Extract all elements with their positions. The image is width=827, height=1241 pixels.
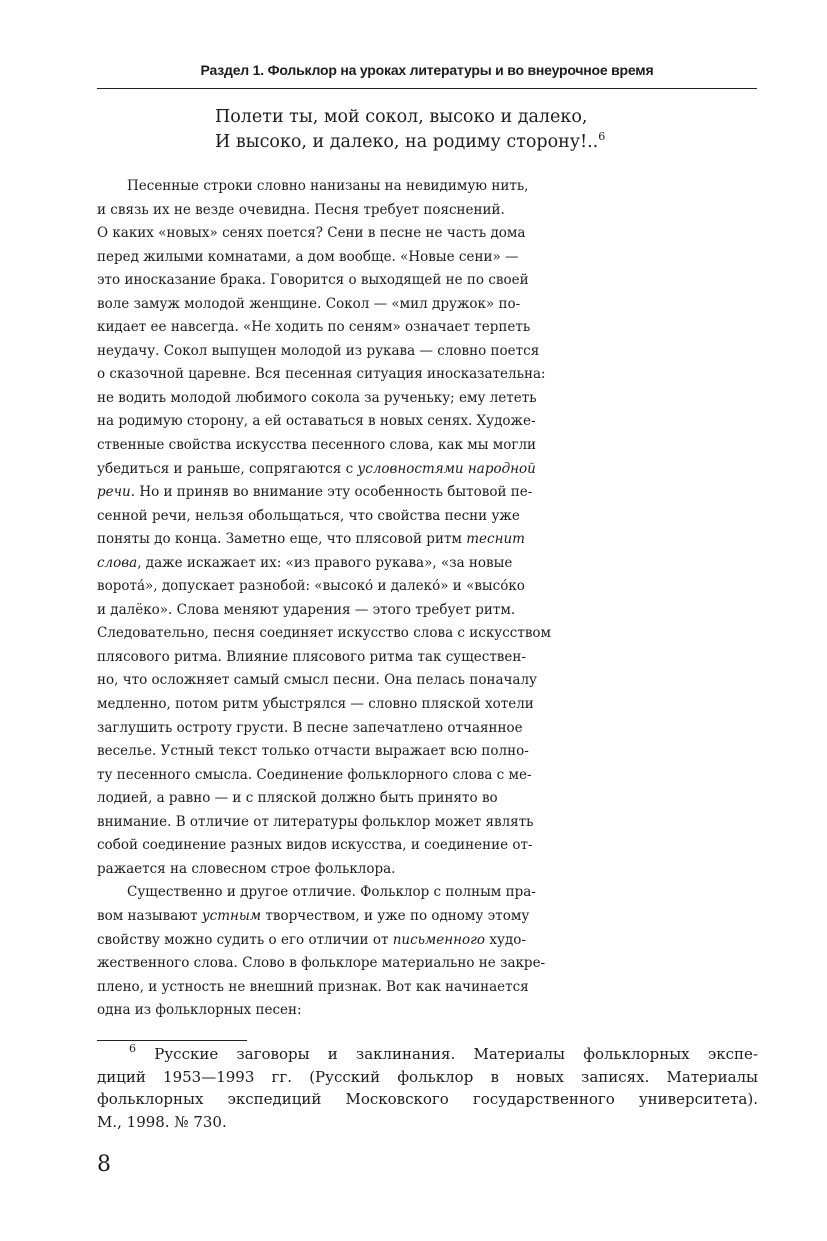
paragraph-1-line: неудачу. Сокол выпущен молодой из рукава — словно поется — [97, 342, 540, 359]
paragraph-1-line: собой соединение разных видов искусства, и соединение от- — [97, 837, 533, 854]
footnote-line — [97, 1043, 758, 1066]
italic-term: устным — [201, 907, 262, 924]
paragraph-1-line: внимание. В отличие от литературы фольклор может являть — [97, 813, 534, 830]
paragraph-2-line: Существенно и другое отличие. Фольклор с полным пра- — [127, 884, 536, 901]
text-run: вом называют — [97, 907, 202, 924]
paragraph-1-line: ту песенного смысла. Соединение фольклорного слова с ме- — [97, 766, 532, 783]
paragraph-1-line: ственные свойства искусства песенного слова, как мы могли — [97, 437, 537, 454]
epigraph-line-2 — [215, 130, 605, 155]
paragraph-1-line — [97, 552, 758, 576]
paragraph-1-line: это иносказание брака. Говорится о выходящей не по своей — [97, 272, 529, 289]
text-run: свойству можно судить о его отличии от — [97, 931, 393, 948]
paragraph-1-line: и далёко». Слова меняют ударения — этого требует ритм. — [97, 601, 516, 618]
footnote-number: 6 — [129, 1042, 136, 1055]
text-run: . Но и приняв во внимание эту особенность бытовой пе- — [130, 484, 533, 501]
paragraph-1-line: Следовательно, песня соединяет искусство слова с искусством — [97, 625, 552, 642]
text-run: , даже искажает их: «из правого рукава», «за новые — [137, 554, 513, 571]
text-run: поняты до конца. Заметно еще, что плясовой ритм — [97, 531, 467, 548]
paragraph-1-line: воле замуж молодой женщине. Сокол — «мил дружок» по- — [97, 295, 521, 312]
paragraph-1-line: О каких «новых» сенях поется? Сени в песне не часть дома — [97, 225, 526, 242]
paragraph-1-line: ражается на словесном строе фольклора. — [97, 860, 396, 877]
text-run: убедиться и раньше, сопрягаются с — [97, 460, 358, 477]
footnote — [97, 1043, 758, 1133]
paragraph-1-line: плясового ритма. Влияние плясового ритма так существен- — [97, 648, 526, 665]
page-number: 8 — [97, 1152, 111, 1177]
paragraph-1-line: о сказочной царевне. Вся песенная ситуация иносказательна: — [97, 366, 546, 383]
italic-term: условностями народной — [357, 460, 536, 477]
text-run: худо- — [485, 931, 526, 948]
paragraph-2-line — [97, 929, 758, 953]
footnote-divider — [97, 1040, 247, 1041]
paragraph-1-line: но, что осложняет самый смысл песни. Она пелась поначалу — [97, 672, 537, 689]
paragraph-1-line: и связь их не везде очевидна. Песня требует пояснений. — [97, 201, 505, 218]
epigraph-line-1: Полети ты, мой сокол, высоко и далеко, — [215, 107, 588, 127]
text-run: Русские заговоры и заклинания. Материалы фольклорных экспе- — [136, 1045, 758, 1063]
running-header: Раздел 1. Фольклор на уроках литературы и во внеурочное время — [200, 62, 654, 78]
paragraph-1-line: лодией, а равно — и с пляской должно быть принято во — [97, 790, 498, 807]
paragraph-1-line — [97, 528, 758, 552]
main-text — [97, 175, 758, 1023]
paragraph-1-line: заглушить остроту грусти. В песне запечатлено отчаянное — [97, 719, 523, 736]
paragraph-1-line: сенной речи, нельзя обольщаться, что свойства песни уже — [97, 507, 520, 524]
paragraph-1-line: на родимую сторону, а ей оставаться в новых сенях. Художе- — [97, 413, 536, 430]
footnote-reference[interactable]: 6 — [598, 130, 606, 143]
text-run: творчеством, и уже по одному этому — [261, 907, 530, 924]
italic-term: теснит — [466, 531, 525, 548]
song-epigraph — [215, 105, 605, 155]
paragraph-1-line: Песенные строки словно нанизаны на невидимую нить, — [127, 178, 529, 194]
paragraph-1-line: не водить молодой любимого сокола за рученьку; ему лететь — [97, 389, 537, 406]
italic-term: письменного — [392, 931, 486, 948]
paragraph-1-line: ворота́», допускает разнобой: «высоко́ и далеко́» и «высо́ко — [97, 578, 525, 595]
header-divider — [97, 88, 757, 89]
italic-term: слова — [97, 554, 138, 571]
epigraph-line-2-text: И высоко, и далеко, на родиму сторону!.. — [215, 132, 599, 152]
italic-term: речи — [97, 484, 131, 501]
paragraph-1-line: перед жилыми комнатами, а дом вообще. «Новые сени» — — [97, 248, 519, 265]
paragraph-1-line — [97, 458, 758, 482]
paragraph-2-line — [97, 905, 758, 929]
footnote-line: фольклорных экспедиций Московского государственного университета). — [97, 1090, 758, 1108]
footnote-line: диций 1953—1993 гг. (Русский фольклор в новых записях. Материалы — [97, 1067, 758, 1086]
paragraph-1-line: медленно, потом ритм убыстрялся — словно пляской хотели — [97, 696, 534, 713]
footnote-line: М., 1998. № 730. — [97, 1112, 227, 1131]
paragraph-1-line: кидает ее навсегда. «Не ходить по сеням» означает терпеть — [97, 319, 531, 336]
paragraph-1-line — [97, 481, 758, 505]
paragraph-2-line: жественного слова. Слово в фольклоре материально не закре- — [97, 955, 546, 972]
paragraph-2-line: плено, и устность не внешний признак. Вот как начинается — [97, 978, 529, 995]
paragraph-2-line: одна из фольклорных песен: — [97, 1002, 302, 1019]
paragraph-1-line: веселье. Устный текст только отчасти выражает всю полно- — [97, 743, 529, 760]
